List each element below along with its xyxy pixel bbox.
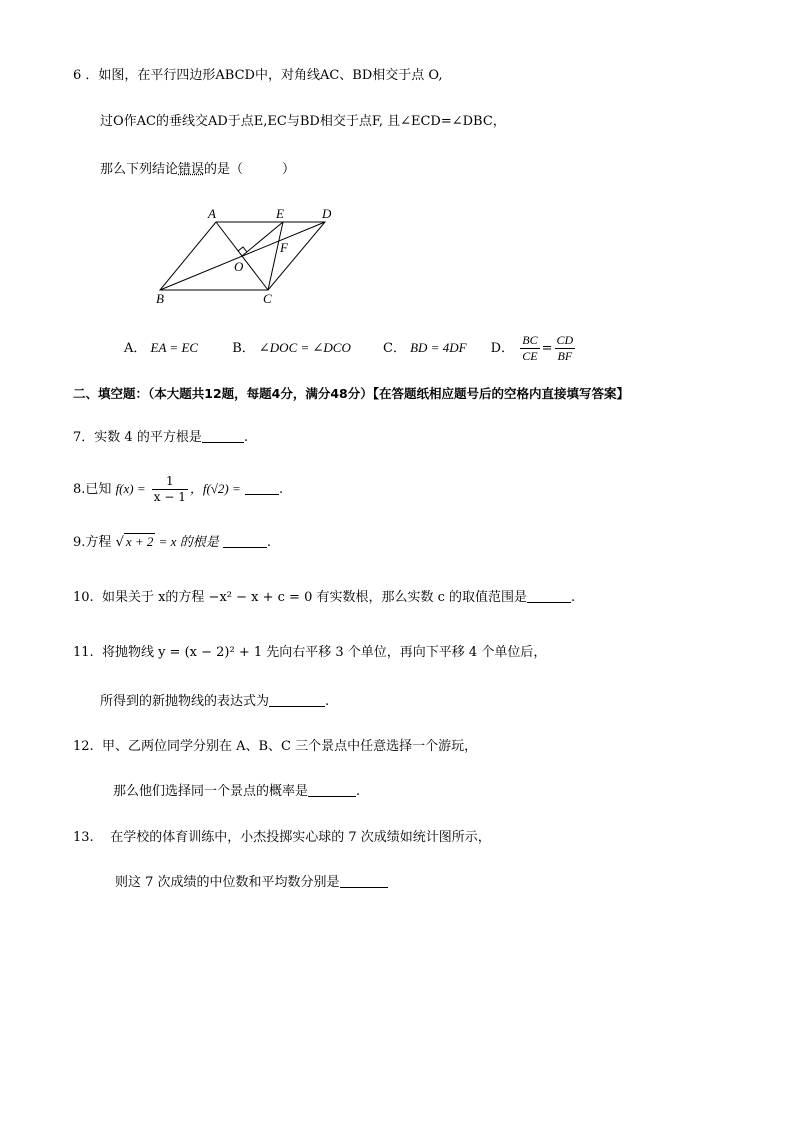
q7-answer-blank[interactable]	[202, 428, 244, 443]
q12-line1: 12. 甲、乙两位同学分别在 A、B、C 三个景点中任意选择一个游玩，	[73, 739, 478, 754]
option-d: D． $\frac{BC}{CE}$ = $\frac{CD}{BF}$	[490, 333, 574, 363]
q9: 9.方程 √ x + 2 = x 的根是 .	[73, 534, 271, 550]
option-c: C． BD = 4DF	[383, 340, 467, 356]
q12-answer-blank[interactable]	[308, 782, 356, 797]
q13-answer-blank[interactable]	[340, 873, 388, 888]
q10-answer-blank[interactable]	[527, 588, 571, 603]
label-b: B	[156, 291, 164, 306]
q9-answer-blank[interactable]	[223, 533, 267, 548]
label-c: C	[263, 291, 272, 306]
option-a: A． EA = EC	[124, 340, 199, 356]
section2-title: 二、填空题：（本大题共12题，每题4分，满分48分）【在答题纸相应题号后的空格内直接填写答案】	[73, 386, 629, 401]
q6-emphasis-wrong: 错误	[178, 162, 205, 177]
right-angle-mark	[238, 247, 247, 252]
q6-options	[124, 333, 577, 364]
q11-answer-blank[interactable]	[269, 692, 325, 707]
q6-line1: 6 ．如图，在平行四边形ABCD中，对角线AC、BD相交于点 O,	[73, 68, 443, 83]
q7: 7．实数 4 的平方根是 .	[73, 430, 248, 445]
q13-line2: 则这 7 次成绩的中位数和平均数分别是	[115, 873, 388, 893]
label-a: A	[208, 206, 216, 221]
q8-fraction: $\frac{1}{x - 1}$	[153, 474, 186, 504]
sqrt-symbol: √	[115, 535, 124, 550]
parallelogram-figure	[150, 202, 350, 307]
q8: 8.已知 f(x) = $\frac{1}{x - 1}$ ，f(√2) = .	[73, 474, 284, 504]
q8-answer-blank[interactable]	[245, 480, 279, 495]
q11-line2: 所得到的新抛物线的表达式为 .	[100, 694, 330, 709]
option-b: B． ∠DOC = ∠DCO	[232, 340, 351, 356]
q6-line2: 过O作AC的垂线交AD于点E,EC与BD相交于点F, 且∠ECD=∠DBC，	[100, 114, 506, 129]
q13-line1: 13. 在学校的体育训练中，小杰投掷实心球的 7 次成绩如统计图所示，	[73, 830, 491, 845]
label-d: D	[322, 206, 332, 221]
q6-stem-line1: 如图，在平行四边形ABCD中，对角线AC、BD相交于点 O,	[98, 68, 443, 83]
q10: 10. 如果关于 x的方程 −x² − x + c = 0 有实数根，那么实数 c 的取值范围是 .	[73, 590, 576, 605]
q11-line1: 11. 将抛物线 y = (x − 2)² + 1 先向右平移 3 个单位，再向下平移 4 个单位后，	[73, 645, 547, 660]
label-e: E	[276, 206, 284, 221]
label-f: F	[280, 240, 288, 255]
label-o: O	[234, 259, 244, 274]
q6-number: 6	[73, 68, 82, 83]
q12-line2: 那么他们选择同一个景点的概率是 .	[113, 784, 361, 799]
q6-line3: 那么下列结论错误的是（ ）	[100, 162, 296, 177]
